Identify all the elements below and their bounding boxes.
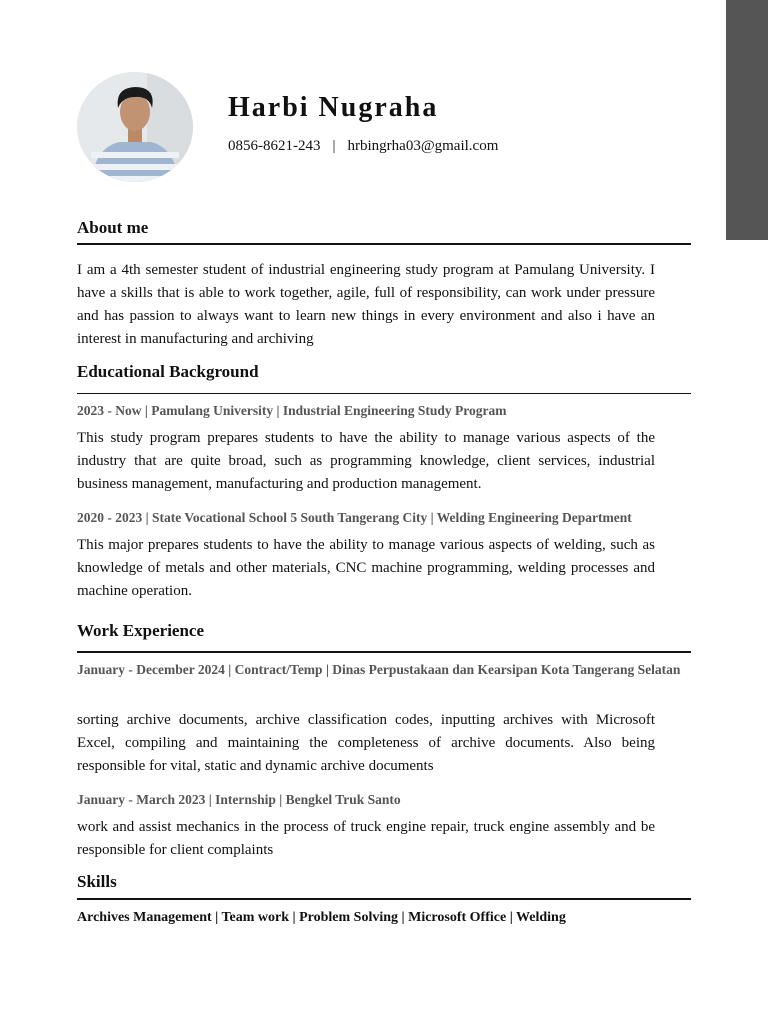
work-entry-text: work and assist mechanics in the process of truck engine repair, truck engine assembly and be responsible for client complaints [77,819,655,858]
contact-separator: | [332,138,336,154]
candidate-name: Harbi Nugraha [228,92,439,123]
work-entry-heading: January - December 2024 | Contract/Temp | Dinas Perpustakaan dan Kearsipan Kota Tangerang Selatan [77,662,681,677]
work-divider [77,651,691,653]
side-accent-bar [726,0,768,240]
about-divider [77,243,691,245]
work-title: Work Experience [77,621,205,640]
work-entry-text: sorting archive documents, archive classification codes, inputting archives with Microsoft Excel, compiling and maintaining the completeness of archive documents. Also being responsible for vital, static and dynamic archive documents [77,712,655,774]
education-entry-text: This study program prepares students to have the ability to manage various aspects of the industry that are quite broad, such as programming knowledge, client services, industrial business management, manufacturing and production management. [77,430,655,492]
about-text: I am a 4th semester student of industrial engineering study program at Pamulang University. I have a skills that is able to work together, agile, full of responsibility, can work under pressure and has passion to always want to learn new things in every environment and also i have an interest in manufacturing and archiving [77,262,655,347]
skills-list: Archives Management | Team work | Problem Solving | Microsoft Office | Welding [77,910,566,925]
phone-number: 0856-8621-243 [228,138,321,154]
contact-line [228,138,498,155]
skills-divider [77,898,691,900]
profile-photo [77,72,193,182]
education-title: Educational Background [77,362,259,381]
about-title: About me [77,218,149,237]
education-entry-heading: 2023 - Now | Pamulang University | Industrial Engineering Study Program [77,403,507,418]
education-divider [77,393,691,394]
work-entry-heading: January - March 2023 | Internship | Bengkel Truk Santo [77,792,401,807]
email-address: hrbingrha03@gmail.com [347,138,499,154]
education-entry-heading: 2020 - 2023 | State Vocational School 5 South Tangerang City | Welding Engineering Department [77,510,632,525]
education-entry-text: This major prepares students to have the ability to manage various aspects of welding, such as knowledge of metals and other materials, CNC machine programming, welding processes and machine operation. [77,537,655,599]
skills-title: Skills [77,872,117,891]
